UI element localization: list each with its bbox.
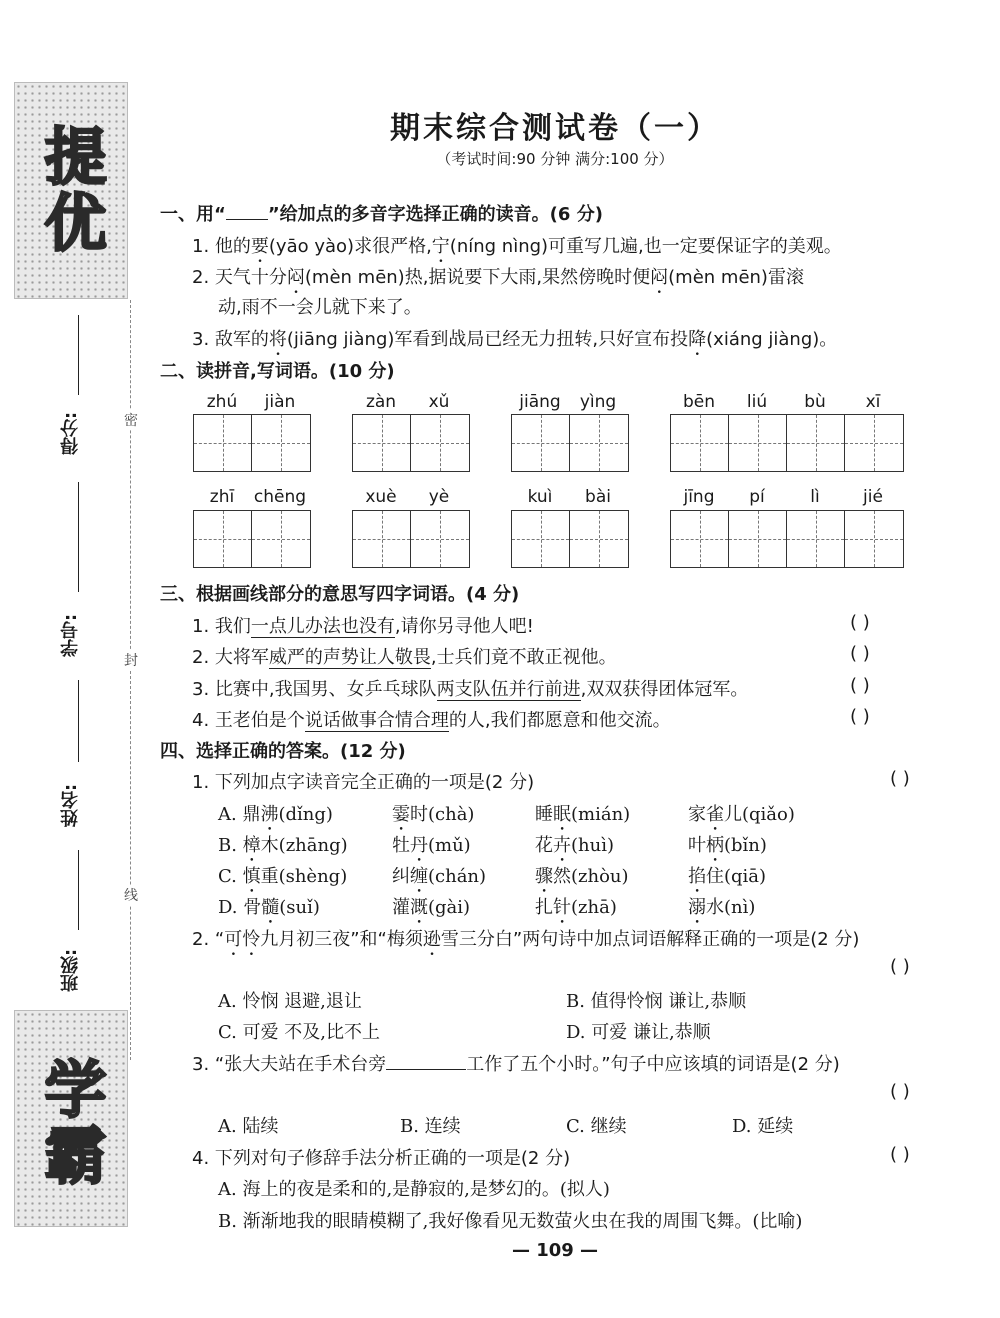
s1-question-2: 2. 天气十分闷(mèn mēn)热,据说要下大雨,果然傍晚时便闷(mèn mēn)雷滚 [192, 267, 804, 288]
option-d-3: 扎针(zhā) [535, 897, 617, 918]
pinyin: jīng [683, 487, 715, 507]
name-label: 姓名: [60, 783, 81, 827]
s4-question-1: 1. 下列加点字读音完全正确的一项是(2 分) [192, 772, 535, 793]
section-4-heading: 四、选择正确的答案。(12 分) [160, 741, 406, 762]
option-b-2: 牡丹(mǔ) [392, 835, 471, 856]
pinyin: liú [746, 392, 768, 412]
answer-paren[interactable]: ( ) [890, 956, 910, 977]
s4-question-4: 4. 下列对句子修辞手法分析正确的一项是(2 分) [192, 1148, 571, 1169]
option-a-2: 霎时(chà) [392, 804, 475, 825]
seal-char-feng: 封 [124, 650, 138, 670]
fill-blank[interactable] [386, 1069, 466, 1070]
option-c-4: 掐住(qiā) [688, 866, 767, 887]
s3-question-1: 1. 我们一点儿办法也没有,请你另寻他人吧! [192, 616, 534, 637]
s3-question-3: 3. 比赛中,我国男、女乒乓球队两支队伍并行前进,双双获得团体冠军。 [192, 679, 749, 700]
answer-paren[interactable]: ( ) [890, 768, 910, 789]
pinyin: jiàn [264, 392, 296, 412]
option-c-3: 骤然(zhòu) [535, 866, 629, 887]
brand-top-logo: 提优 [34, 124, 107, 256]
q4-option-a: A. 海上的夜是柔和的,是静寂的,是梦幻的。(拟人) [218, 1179, 610, 1200]
score-line [78, 315, 79, 395]
answer-paren[interactable]: ( ) [890, 1144, 910, 1165]
pinyin: bài [585, 487, 611, 507]
pinyin: chēng [253, 487, 307, 507]
option-a-1: A. 鼎沸(dǐng) [218, 804, 333, 825]
q2-option-c: C. 可爱 不及,比不上 [218, 1022, 381, 1043]
class-line [78, 850, 79, 930]
writing-grid-2[interactable] [352, 414, 470, 472]
name-line [78, 680, 79, 762]
answer-paren[interactable]: ( ) [850, 612, 870, 633]
writing-grid-4[interactable] [670, 510, 904, 568]
option-a-4: 家雀儿(qiǎo) [688, 804, 795, 825]
pinyin: xuè [365, 487, 397, 507]
option-b-4: 叶柄(bǐn) [688, 835, 767, 856]
s4-question-3: 3. “张大夫站在手术台旁 工作了五个小时。”句子中应该填的词语是(2 分) [192, 1054, 840, 1075]
option-b-3: 花卉(huì) [535, 835, 614, 856]
s1-question-2-cont: 动,雨不一会儿就下来了。 [218, 297, 422, 318]
q3-option-b: B. 连续 [400, 1116, 461, 1137]
writing-grid-4[interactable] [670, 414, 904, 472]
seal-char-mi: 密 [124, 410, 138, 430]
s3-question-4: 4. 王老伯是个说话做事合情合理的人,我们都愿意和他交流。 [192, 710, 671, 731]
writing-grid-2[interactable] [511, 414, 629, 472]
pinyin: zhī [209, 487, 235, 507]
option-b-1: B. 樟木(zhāng) [218, 835, 348, 856]
option-d-2: 灌溉(gài) [392, 897, 471, 918]
section-2-heading: 二、读拼音,写词语。(10 分) [160, 361, 395, 382]
option-d-4: 溺水(nì) [688, 897, 756, 918]
answer-paren[interactable]: ( ) [850, 643, 870, 664]
q2-option-d: D. 可爱 谦让,恭顺 [566, 1022, 711, 1043]
page-title: 期末综合测试卷（一） [390, 111, 720, 146]
pinyin: zàn [365, 392, 397, 412]
option-c-2: 纠缠(chán) [392, 866, 487, 887]
q3-option-a: A. 陆续 [218, 1116, 279, 1137]
student-id-label: 学号: [60, 613, 81, 657]
q2-option-b: B. 值得怜悯 谦让,恭顺 [566, 991, 747, 1012]
pinyin: xī [865, 392, 881, 412]
section-1-heading: 一、用“ ”给加点的多音字选择正确的读音。(6 分) [160, 204, 603, 225]
s3-question-2: 2. 大将军威严的声势让人敬畏,士兵们竟不敢正视他。 [192, 647, 617, 668]
pinyin: bēn [682, 392, 716, 412]
writing-grid-2[interactable] [193, 510, 311, 568]
class-label: 班级: [60, 948, 81, 992]
pinyin: bù [804, 392, 826, 412]
pinyin: xǔ [428, 392, 450, 412]
writing-grid-2[interactable] [511, 510, 629, 568]
option-d-1: D. 骨髓(suǐ) [218, 897, 320, 918]
pinyin: yè [428, 487, 450, 507]
s4-question-2: 2. “可怜九月初三夜”和“梅须逊雪三分白”两句诗中加点词语解释正确的一项是(2 分) [192, 929, 860, 950]
answer-paren[interactable]: ( ) [890, 1081, 910, 1102]
s1-question-3: 3. 敌军的将(jiāng jiàng)军看到战局已经无力扭转,只好宣布投降(xiáng jiàng)。 [192, 329, 838, 350]
answer-paren[interactable]: ( ) [850, 675, 870, 696]
seal-char-xian: 线 [124, 885, 138, 905]
pinyin: lì [810, 487, 820, 507]
s1-question-1: 1. 他的要(yāo yào)求很严格,宁(níng nìng)可重写几遍,也一定要保证字的美观。 [192, 236, 842, 257]
page-number: — 109 — [511, 1240, 599, 1261]
option-a-3: 睡眠(mián) [535, 804, 631, 825]
pinyin: pí [749, 487, 765, 507]
section-3-heading: 三、根据画线部分的意思写四字词语。(4 分) [160, 584, 520, 605]
pinyin: kuì [527, 487, 553, 507]
pinyin: jié [863, 487, 883, 507]
q4-option-b: B. 渐渐地我的眼睛模糊了,我好像看见无数萤火虫在我的周围飞舞。(比喻) [218, 1211, 803, 1232]
pinyin: yìng [579, 392, 617, 412]
student-id-line [78, 482, 79, 592]
brand-bottom-logo: 学霸 [34, 1056, 107, 1189]
q3-option-c: C. 继续 [566, 1116, 627, 1137]
writing-grid-2[interactable] [352, 510, 470, 568]
q3-option-d: D. 延续 [732, 1116, 794, 1137]
writing-grid-2[interactable] [193, 414, 311, 472]
exam-info: （考试时间:90 分钟 满分:100 分） [436, 150, 674, 168]
score-label: 得分: [60, 411, 81, 455]
pinyin: jiāng [519, 392, 561, 412]
q2-option-a: A. 怜悯 退避,退让 [218, 991, 362, 1012]
option-c-1: C. 慎重(shèng) [218, 866, 348, 887]
answer-paren[interactable]: ( ) [850, 706, 870, 727]
pinyin: zhú [206, 392, 238, 412]
